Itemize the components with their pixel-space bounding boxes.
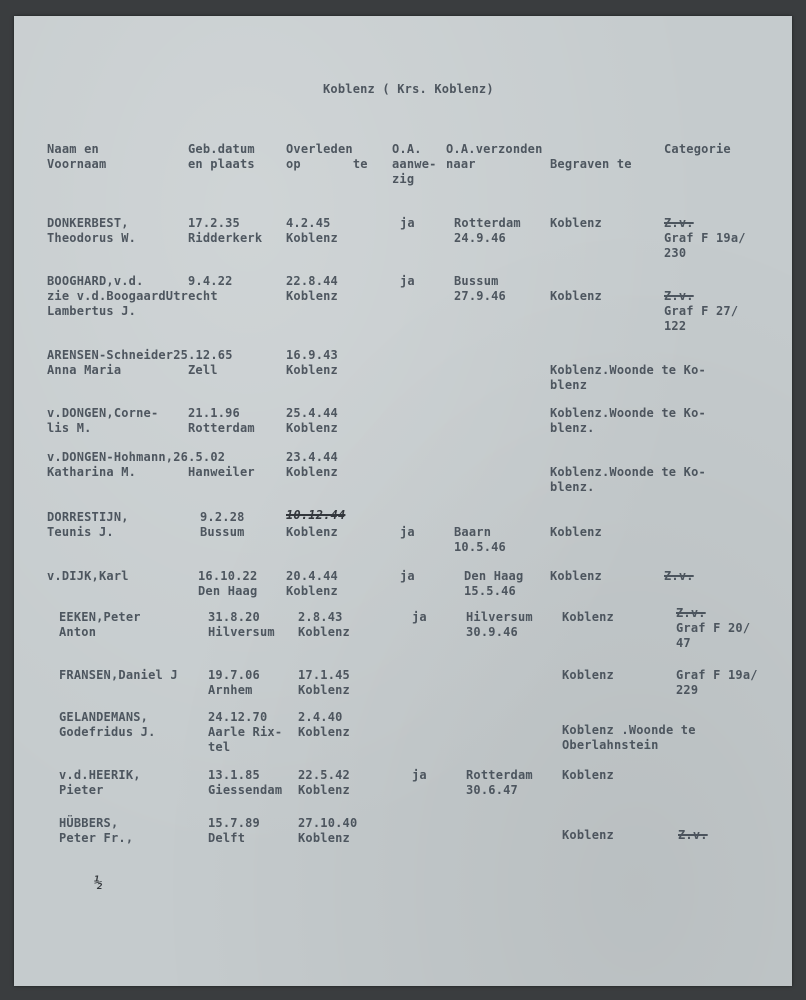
row-oa-present: ja <box>400 274 415 288</box>
row-category-struck: Z.v. <box>664 289 694 303</box>
row-oa-present: ja <box>400 525 415 539</box>
row-oa-present: ja <box>400 216 415 230</box>
row-died-handwritten: 10.12.44 <box>286 508 346 522</box>
row-buried: Koblenz <box>562 610 614 624</box>
row-category-struck: Z.v. <box>676 606 706 620</box>
row-buried: Koblenz <box>562 668 614 682</box>
header-buried: Begraven te <box>550 157 632 171</box>
row-oa-sent: Den Haag 15.5.46 <box>464 569 524 598</box>
row-name: DONKERBEST, Theodorus W. <box>47 216 137 245</box>
row-died: 2.4.40 Koblenz <box>298 710 350 739</box>
row-birth: 31.8.20 Hilversum <box>208 610 275 639</box>
header-birth: Geb.datum en plaats <box>188 142 255 171</box>
row-died: 4.2.45 Koblenz <box>286 216 338 245</box>
row-buried: Koblenz <box>550 216 602 230</box>
row-name: GELANDEMANS, Godefridus J. <box>59 710 156 739</box>
row-birth: Zell <box>188 363 218 377</box>
row-oa-present: ja <box>400 569 415 583</box>
footer-mark: ½ <box>94 875 103 891</box>
header-died: Overleden op te <box>286 142 368 171</box>
row-birth: 19.7.06 Arnhem <box>208 668 260 697</box>
row-category: Graf F 19a/ 230 <box>664 231 746 260</box>
row-died: 25.4.44 Koblenz <box>286 406 338 435</box>
row-birth: 17.2.35 Ridderkerk <box>188 216 263 245</box>
row-buried: Koblenz .Woonde te Oberlahnstein <box>562 723 696 752</box>
row-oa-present: ja <box>412 768 427 782</box>
row-died: 22.5.42 Koblenz <box>298 768 350 797</box>
row-oa-sent: Rotterdam 24.9.46 <box>454 216 521 245</box>
header-oa-sent: O.A.verzonden naar <box>446 142 543 171</box>
row-name: v.d.HEERIK, Pieter <box>59 768 141 797</box>
document-page <box>14 16 792 986</box>
row-buried: Koblenz.Woonde te Ko- blenz <box>550 363 706 392</box>
row-name: EEKEN,Peter Anton <box>59 610 141 639</box>
row-oa-sent: Bussum 27.9.46 <box>454 274 506 303</box>
row-oa-sent: Baarn 10.5.46 <box>454 525 506 554</box>
row-name: v.DONGEN,Corne- lis M. <box>47 406 159 435</box>
row-birth: 9.2.28 Bussum <box>200 510 245 539</box>
row-buried: Koblenz <box>550 289 602 303</box>
row-birth: 15.7.89 Delft <box>208 816 260 845</box>
header-oa-present: O.A. aanwe- zig <box>392 142 437 186</box>
row-birth: 21.1.96 Rotterdam <box>188 406 255 435</box>
row-died: 16.9.43 Koblenz <box>286 348 338 377</box>
page-title: Koblenz ( Krs. Koblenz) <box>323 82 494 96</box>
header-category: Categorie <box>664 142 731 156</box>
row-birth: 16.10.22 Den Haag <box>198 569 258 598</box>
row-category: Graf F 27/ 122 <box>664 304 739 333</box>
row-birth: 24.12.70 Aarle Rix- tel <box>208 710 283 754</box>
row-name: FRANSEN,Daniel J <box>59 668 178 682</box>
row-name: v.DIJK,Karl <box>47 569 129 583</box>
row-category-struck: Z.v. <box>664 216 694 230</box>
row-died: 17.1.45 Koblenz <box>298 668 350 697</box>
row-died: 20.4.44 Koblenz <box>286 569 338 598</box>
row-oa-present: ja <box>412 610 427 624</box>
row-oa-sent: Rotterdam 30.6.47 <box>466 768 533 797</box>
row-oa-sent: Hilversum 30.9.46 <box>466 610 533 639</box>
row-category-struck: Z.v. <box>664 569 694 583</box>
row-buried: Koblenz <box>550 569 602 583</box>
row-category-struck: Z.v. <box>678 828 708 842</box>
row-category: Graf F 19a/ 229 <box>676 668 758 697</box>
row-died: Koblenz <box>286 525 338 539</box>
header-name: Naam en Voornaam <box>47 142 107 171</box>
row-buried: Koblenz.Woonde te Ko- blenz. <box>550 465 706 494</box>
row-name: ARENSEN-Schneider25.12.65 Anna Maria <box>47 348 233 377</box>
row-category: Graf F 20/ 47 <box>676 621 751 650</box>
row-name: v.DONGEN-Hohmann,26.5.02 Katharina M. <box>47 450 226 479</box>
row-name: DORRESTIJN, Teunis J. <box>47 510 129 539</box>
row-birth: Hanweiler <box>188 465 255 479</box>
row-name: BOOGHARD,v.d. zie v.d.BoogaardUtrecht Lambertus J. <box>47 274 218 318</box>
row-buried: Koblenz.Woonde te Ko- blenz. <box>550 406 706 435</box>
row-buried: Koblenz <box>550 525 602 539</box>
row-birth: 13.1.85 Giessendam <box>208 768 283 797</box>
row-died: 2.8.43 Koblenz <box>298 610 350 639</box>
row-died: 27.10.40 Koblenz <box>298 816 358 845</box>
row-buried: Koblenz <box>562 828 614 842</box>
row-birth: 9.4.22 <box>188 274 233 288</box>
row-buried: Koblenz <box>562 768 614 782</box>
row-died: 22.8.44 Koblenz <box>286 274 338 303</box>
row-name: HÜBBERS, Peter Fr., <box>59 816 134 845</box>
row-died: 23.4.44 Koblenz <box>286 450 338 479</box>
